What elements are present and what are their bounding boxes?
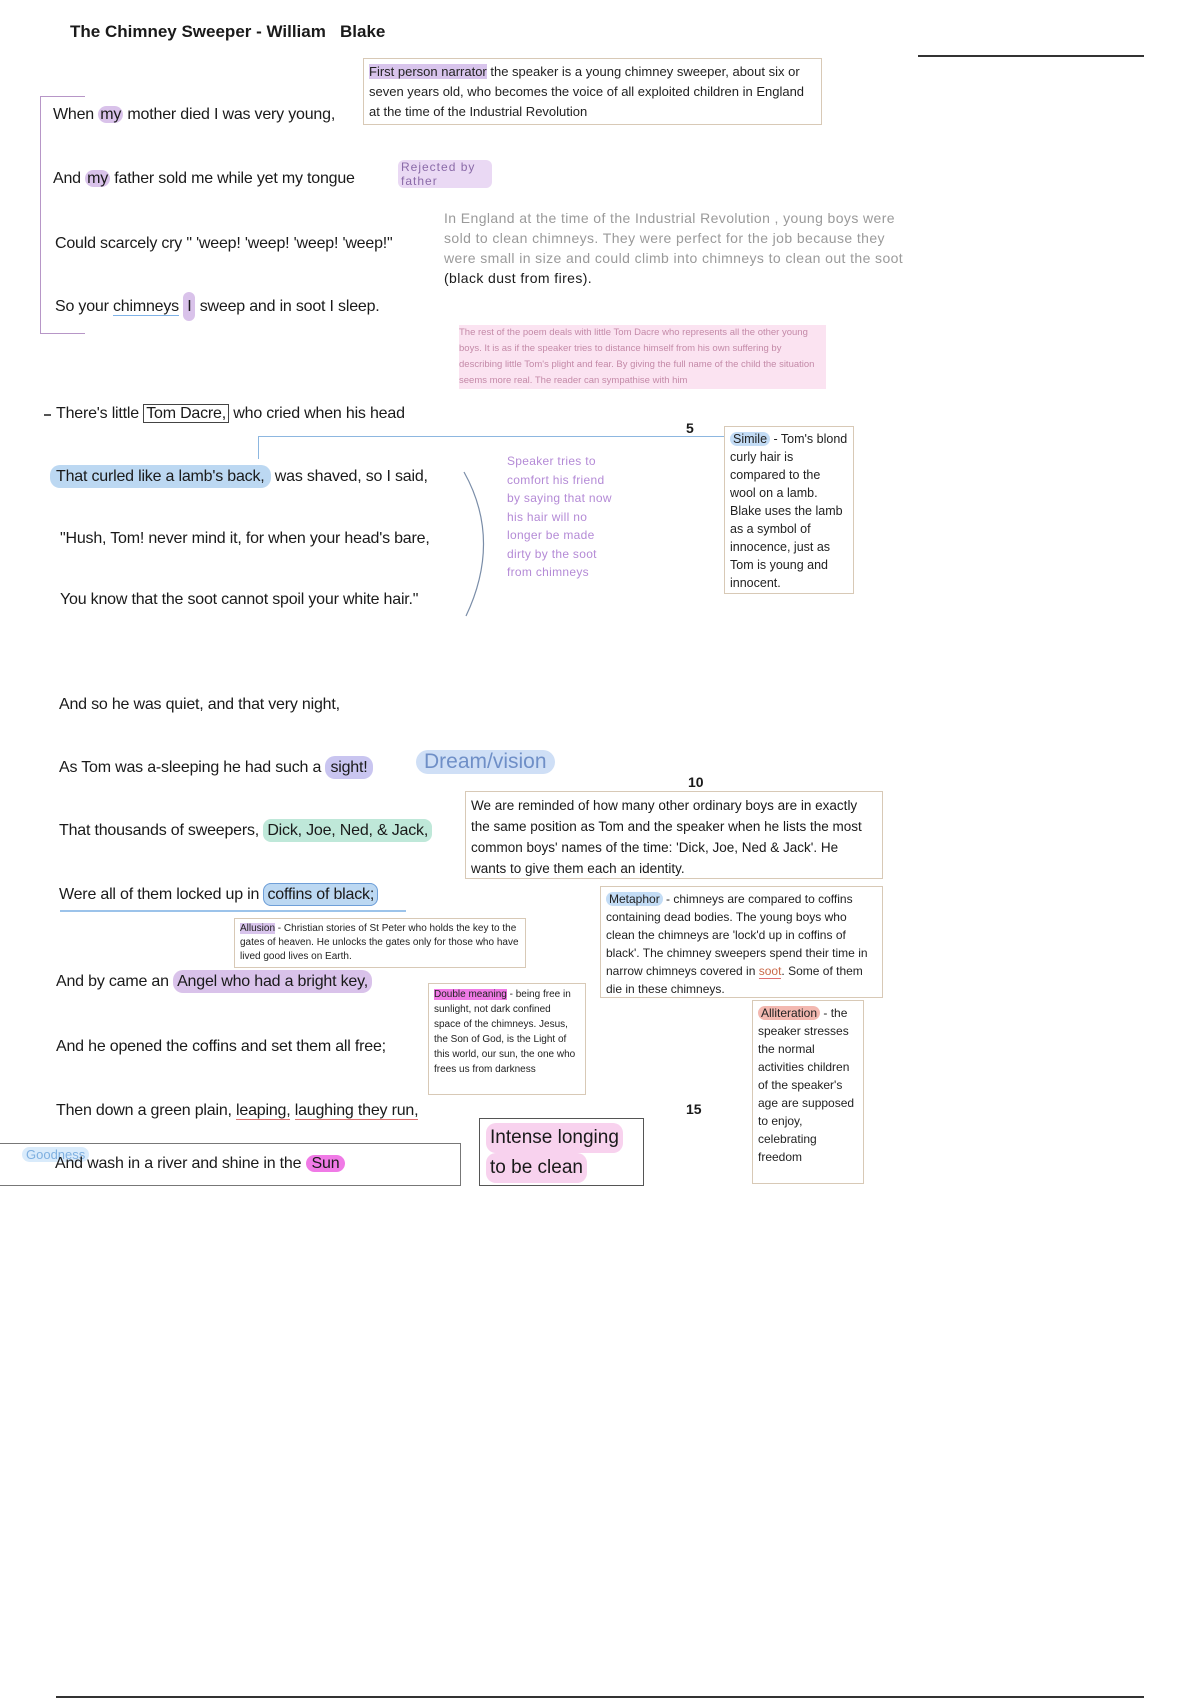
simile-note [724, 426, 854, 594]
alliteration-tag: Alliteration [758, 1006, 820, 1020]
tom-dacre-box: Tom Dacre, [143, 404, 229, 423]
stanza2-dash [44, 414, 51, 416]
poem-line-13: And by came an Angel who had a bright key, [56, 973, 372, 991]
double-meaning-note [428, 983, 586, 1095]
poem-line-1: When my mother died I was very young, [53, 106, 336, 123]
metaphor-note [600, 886, 883, 998]
line-number-15: 15 [686, 1101, 702, 1117]
allusion-tag: Allusion [240, 923, 276, 934]
poem-line-12: Were all of them locked up in coffins of black; [59, 886, 378, 904]
poem-line-7: "Hush, Tom! never mind it, for when your head's bare, [60, 530, 430, 547]
highlight-i: I [183, 292, 195, 321]
alliteration-text: - the speaker stresses the normal activities children of the speaker's age are supposed to enjoy, celebrating freedom [758, 1006, 855, 1164]
poem-line-5: There's little Tom Dacre, who cried when his head [56, 405, 405, 422]
highlight-names: Dick, Joe, Ned, & Jack, [263, 819, 432, 842]
poem-line-16: And wash in a river and shine in the Sun [55, 1155, 345, 1173]
simile-connector [258, 436, 729, 459]
allusion-note [234, 918, 526, 968]
dream-vision-note: Dream/vision [416, 750, 555, 774]
underline-laughing: laughing [294, 1102, 354, 1119]
rejected-note: Rejected by father [398, 160, 492, 188]
allusion-text: - Christian stories of St Peter who holds the key to the gates of heaven. He unlocks the gates only for those who have lived good lives on Earth. [240, 923, 519, 962]
first-person-tag: First person narrator [369, 64, 487, 79]
double-meaning-tag: Double meaning [434, 989, 507, 1000]
metaphor-text-1: - chimneys are compared to coffins containing dead bodies. The young boys who clean the chimneys are 'lock'd up in coffins of black'. The chimney sweepers spend their time in narrow chimneys covered in [606, 892, 868, 978]
metaphor-soot: soot [758, 964, 782, 978]
highlight-coffins: coffins of black; [263, 883, 378, 906]
line-number-10: 10 [688, 774, 704, 790]
first-person-text: the speaker is a young chimney sweeper, about six or seven years old, who becomes the voice of all exploited children in England at the time of the Industrial Revolution [369, 64, 805, 119]
first-person-note [363, 58, 822, 125]
poem-line-3: Could scarcely cry " 'weep! 'weep! 'weep! 'weep!" [55, 235, 393, 252]
simile-tag: Simile [730, 432, 770, 446]
poem-line-15: Then down a green plain, leaping, laughing they run, [56, 1102, 419, 1119]
intense-longing-note [479, 1118, 644, 1186]
highlight-my: my [100, 106, 122, 123]
highlight-sun: Sun [306, 1155, 346, 1172]
underline-chimneys: chimneys [113, 298, 179, 315]
highlight-lamb: That curled like a lamb's back, [50, 465, 271, 488]
double-meaning-text: - being free in sunlight, not dark confined space of the chimneys. Jesus, the Son of God, is the Light of this world, our sun, the one who frees us from darkness [434, 989, 576, 1075]
page-title: The Chimney Sweeper - William Blake [70, 22, 386, 41]
rest-of-poem-note: The rest of the poem deals with little Tom Dacre who represents all the other young boys. It is as if the speaker tries to distance himself from his own suffering by describing little Tom's plight and fear. By giving the full name of the child the situation seems more real. The reader can sympathise with him [459, 325, 826, 389]
coffins-underline [60, 910, 406, 912]
industrial-note: In England at the time of the Industrial Revolution , young boys were sold to clean chimneys. They were perfect for the job because they were small in size and could climb into chimneys to clean out the soot (black dust from fires). [444, 210, 904, 286]
highlight-angel: Angel who had a bright key, [173, 970, 372, 993]
simile-text: - Tom's blond curly hair is compared to the wool on a lamb. Blake uses the lamb as a symbol of innocence, just as Tom is young and innocent. [730, 432, 848, 590]
top-rule [918, 55, 1144, 57]
poem-line-11: That thousands of sweepers, Dick, Joe, Ned, & Jack, [59, 822, 432, 840]
line-number-5: 5 [686, 420, 694, 436]
reminded-note: We are reminded of how many other ordinary boys are in exactly the same position as Tom and the speaker when he lists the most common boys' names of the time: 'Dick, Joe, Ned & Jack'. He wants to give them each an identity. [465, 791, 883, 879]
highlight-my: my [87, 170, 109, 187]
comfort-bracket [462, 470, 502, 620]
highlight-sight: sight! [325, 756, 372, 779]
poem-line-10: As Tom was a-sleeping he had such a sight! [59, 759, 373, 777]
poem-line-2: And my father sold me while yet my tongue [53, 170, 355, 187]
poem-line-4: So your chimneys I sweep and in soot I sleep. [55, 298, 380, 316]
metaphor-text-2: . Some of them die in these chimneys. [606, 964, 863, 996]
bottom-rule [56, 1696, 1144, 1698]
metaphor-tag: Metaphor [606, 892, 663, 906]
speaker-tries-note: Speaker tries to comfort his friend by saying that now his hair will no longer be made dirty by the soot from chimneys [507, 454, 612, 579]
poem-line-6: That curled like a lamb's back, was shaved, so I said, [50, 468, 428, 486]
underline-leaping: leaping, [236, 1102, 291, 1119]
intense-longing-line2: to be clean [486, 1153, 587, 1183]
poem-line-9: And so he was quiet, and that very night, [59, 696, 340, 713]
alliteration-note [752, 1000, 864, 1184]
goodness-note: Goodness [22, 1147, 89, 1162]
poem-line-8: You know that the soot cannot spoil your white hair." [60, 591, 419, 608]
intense-longing-line1: Intense longing [486, 1123, 623, 1153]
poem-line-14: And he opened the coffins and set them all free; [56, 1038, 386, 1055]
